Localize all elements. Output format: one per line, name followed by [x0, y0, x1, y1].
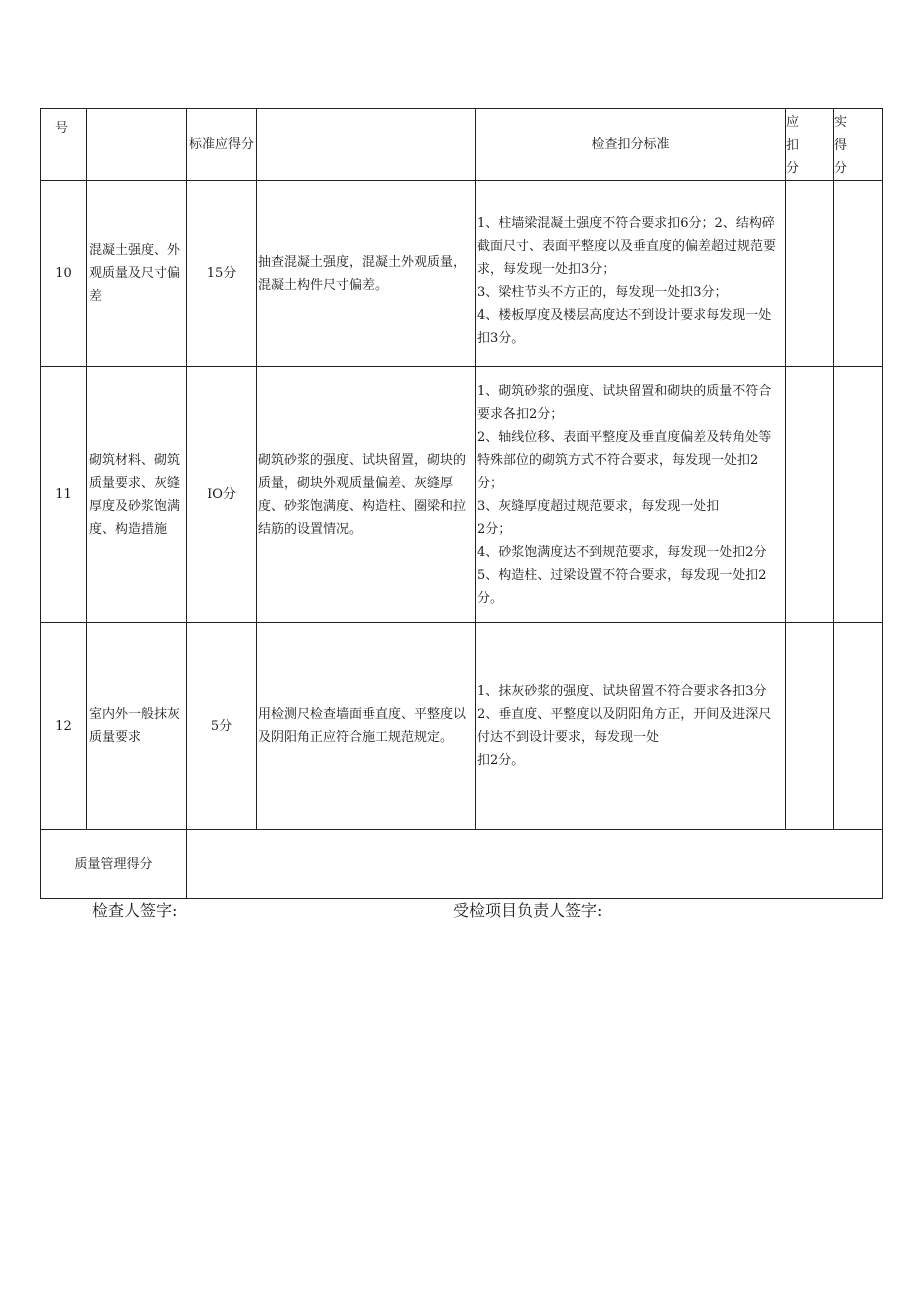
criteria-line: 1、柱墙梁混凝土强度不符合要求扣6分；2、结构碎截面尺寸、表面平整度以及垂直度的偏差超过规范要求，每发现一处扣3分；: [477, 215, 777, 277]
row-actual: [834, 367, 883, 623]
table-row: [41, 367, 883, 623]
header-criteria: 检查扣分标准: [476, 109, 786, 181]
row-score: 15分: [187, 181, 257, 367]
total-value: [187, 830, 883, 899]
row-item: [87, 623, 187, 830]
row-item-text: 室内外一般抹灰质量要求: [89, 707, 181, 745]
row-score: 5分: [187, 623, 257, 830]
inspector-signature-label: 检查人签字:: [92, 901, 178, 920]
header-row: [41, 109, 883, 181]
row-deduct: [786, 367, 834, 623]
row-criteria: [476, 181, 786, 367]
criteria-line: 2、垂直度、平整度以及阴阳角方正，开间及进深尺付达不到设计要求，每发现一处: [477, 707, 772, 745]
row-item-text: 混凝土强度、外观质量及尺寸偏差: [89, 243, 181, 304]
criteria-line: 4、砂浆饱满度达不到规范要求，每发现一处扣2分: [477, 544, 767, 560]
header-actual: [834, 109, 883, 181]
row-method-text: 用检测尺检查墙面垂直度、平整度以及阴阳角正应符合施工规范规定。: [258, 707, 467, 745]
row-criteria: [476, 623, 786, 830]
header-standard-score: 标准应得分: [187, 109, 257, 181]
row-method: [257, 181, 476, 367]
row-deduct: [786, 623, 834, 830]
row-no: 11: [41, 367, 87, 623]
row-item: [87, 181, 187, 367]
header-method: [257, 109, 476, 181]
row-deduct: [786, 181, 834, 367]
row-method-text: 砌筑砂浆的强度、试块留置，砌块的质量，砌块外观质量偏差、灰缝厚度、砂浆饱满度、构造柱、圈梁和拉结筋的设置情况。: [258, 452, 467, 537]
criteria-line: 1、抹灰砂浆的强度、试块留置不符合要求各扣3分: [477, 684, 767, 699]
row-actual: [834, 181, 883, 367]
row-criteria: [476, 367, 786, 623]
criteria-line: 1、砌筑砂浆的强度、试块留置和砌块的质量不符合要求各扣2分；: [477, 383, 772, 422]
header-item: [87, 109, 187, 181]
header-actual-text: 实得分: [834, 115, 848, 176]
table-row: [41, 181, 883, 367]
row-item-text: 砌筑材料、砌筑质量要求、灰缝厚度及砂浆饱满度、构造措施: [89, 452, 181, 537]
criteria-line: 扣2分。: [477, 753, 525, 768]
total-label: 质量管理得分: [41, 830, 187, 899]
row-method: [257, 367, 476, 623]
criteria-line: 2分；: [477, 521, 512, 537]
criteria-line: 4、楼板厚度及楼层高度达不到设计要求每发现一处扣3分。: [477, 307, 772, 346]
inspection-table: [40, 108, 883, 899]
header-deduct-text: 应扣分: [786, 115, 800, 176]
table-row: [41, 623, 883, 830]
total-row: [41, 830, 883, 899]
row-method: [257, 623, 476, 830]
row-score: IO分: [187, 367, 257, 623]
header-no: 号: [41, 109, 87, 181]
row-item: [87, 367, 187, 623]
row-actual: [834, 623, 883, 830]
row-method-text: 抽查混凝土强度，混凝土外观质量，混凝土构件尺寸偏差。: [258, 254, 467, 293]
header-deduct: [786, 109, 834, 181]
criteria-line: 3、梁柱节头不方正的，每发现一处扣3分；: [477, 284, 728, 300]
criteria-line: 3、灰缝厚度超过规范要求，每发现一处扣: [477, 498, 720, 514]
criteria-line: 2、轴线位移、表面平整度及垂直度偏差及转角处等特殊部位的砌筑方式不符合要求，每发现一处扣2分；: [477, 429, 772, 491]
row-no: 10: [41, 181, 87, 367]
project-lead-signature-label: 受检项目负责人签字:: [453, 901, 603, 920]
row-no: 12: [41, 623, 87, 830]
criteria-line: 5、构造柱、过梁设置不符合要求，每发现一处扣2分。: [477, 567, 767, 606]
